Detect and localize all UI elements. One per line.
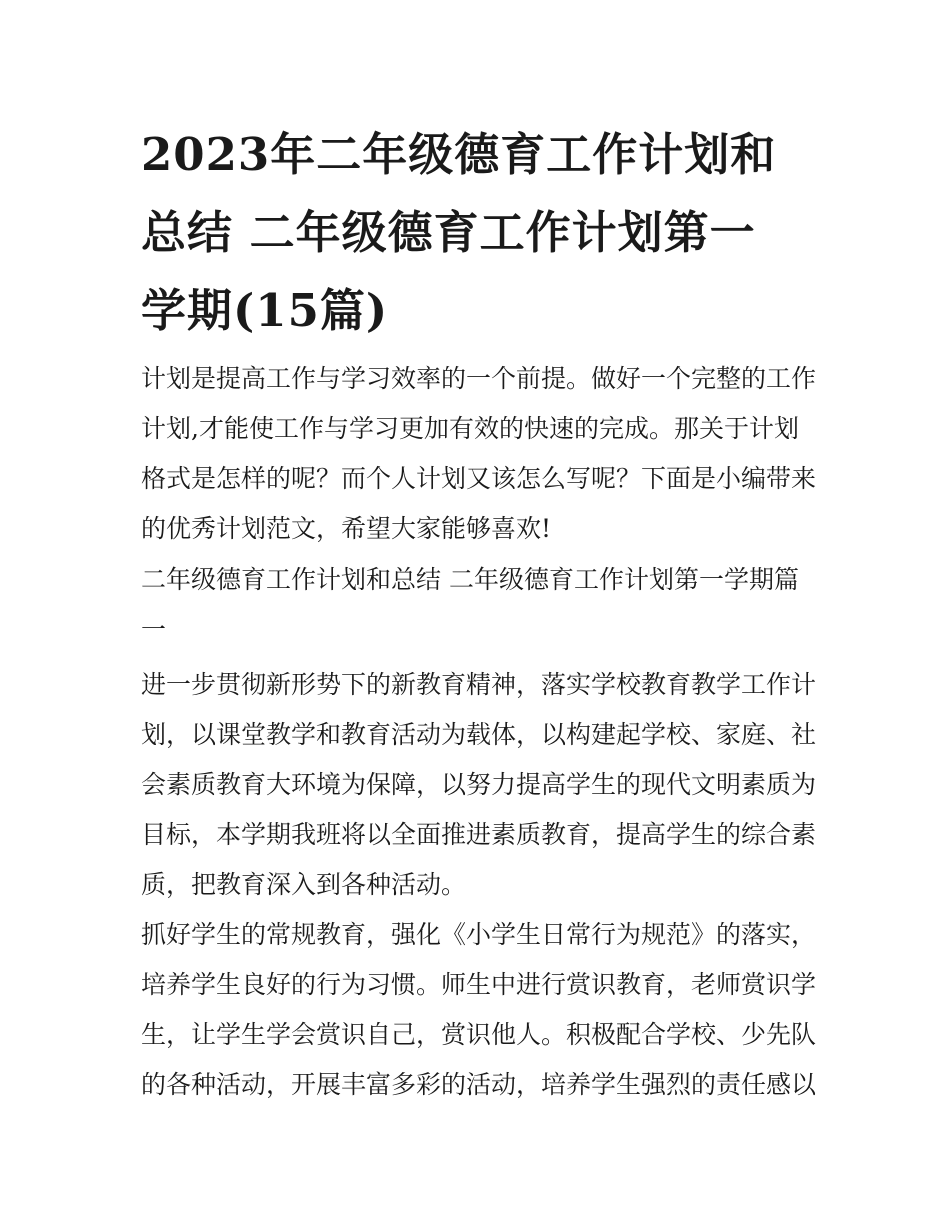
- paragraph-line: 会素质教育大环境为保障，以努力提高学生的现代文明素质为: [141, 770, 817, 799]
- section-heading-line: 一: [141, 615, 167, 644]
- intro-paragraph: [141, 354, 817, 554]
- intro-line: 格式是怎样的呢？而个人计划又该怎么写呢？下面是小编带来: [141, 464, 817, 493]
- document-page: [141, 0, 817, 1229]
- paragraph-line: 目标，本学期我班将以全面推进素质教育，提高学生的综合素: [141, 820, 817, 849]
- intro-line: 计划是提高工作与学习效率的一个前提。做好一个完整的工作: [141, 364, 817, 393]
- paragraph-line: 质，把教育深入到各种活动。: [141, 870, 467, 899]
- paragraph-line: 生，让学生学会赏识自己，赏识他人。积极配合学校、少先队: [141, 1020, 817, 1049]
- paragraph-line: 划，以课堂教学和教育活动为载体，以构建起学校、家庭、社: [141, 720, 817, 749]
- paragraph-line: 的各种活动，开展丰富多彩的活动，培养学生强烈的责任感以: [141, 1070, 817, 1099]
- section-heading: [141, 555, 813, 655]
- paragraph-line: 进一步贯彻新形势下的新教育精神，落实学校教育教学工作计: [141, 670, 817, 699]
- title-line: 2023年二年级德育工作计划和: [141, 128, 777, 181]
- title-line: 学期(15篇): [141, 284, 389, 337]
- intro-line: 计划,才能使工作与学习更加有效的快速的完成。那关于计划: [141, 414, 799, 443]
- paragraph-1: [141, 660, 817, 910]
- section-heading-line: 二年级德育工作计划和总结 二年级德育工作计划第一学期篇: [141, 565, 799, 594]
- paragraph-line: 抓好学生的常规教育，强化《小学生日常行为规范》的落实，: [141, 920, 817, 949]
- intro-line: 的优秀计划范文，希望大家能够喜欢!: [141, 514, 552, 543]
- title-line: 总结 二年级德育工作计划第一: [141, 206, 756, 259]
- document-title: [141, 116, 813, 350]
- paragraph-line: 培养学生良好的行为习惯。师生中进行赏识教育，老师赏识学: [141, 970, 817, 999]
- paragraph-2: [141, 910, 817, 1110]
